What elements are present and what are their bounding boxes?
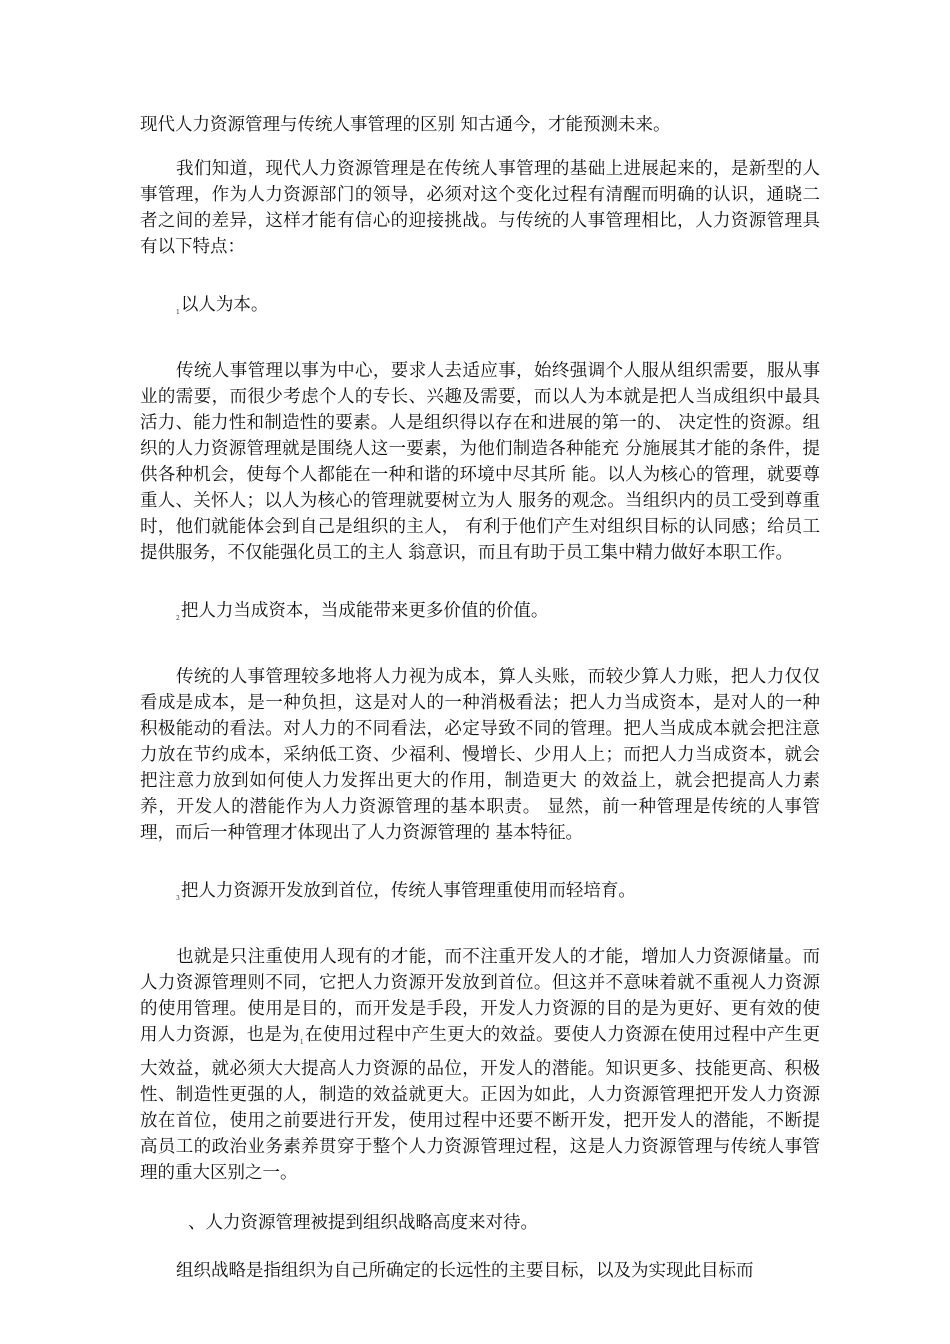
section-heading-text: 把人力当成资本，当成能带来更多价值的价值。 [180,601,549,621]
list-marker: 2 [176,615,180,622]
section-1-body: 传统人事管理以事为中心，要求人去适应事，始终强调个人服从组织需要，服从事业的需要，而很少考虑个人的专长、兴趣及需要，而以人为本就是把人当成组织中最具活力、能力性和制造性的要素。人是组织得以存在和进展的第一的、 决定性的资源。组织的人力资源管理就是围绕人这一要素，为他们制造各种能充 分施展其才能的条件，提供各种机会，使每个人都能在一种和谐的环境中尽其所 能。以人为核心的管理，就要尊重人、关怀人；以人为核心的管理就要树立为人 服务的观念。当组织内的员工受到尊重时，他们就能体会到自己是组织的主人， 有利于他们产生对组织目标的认同感；给员工提供服务，不仅能强化员工的主人 翁意识，而且有助于员工集中精力做好本职工作。 [140,361,820,563]
section-4-body: 组织战略是指组织为自己所确定的长远性的主要目标，以及为实现此目标而 [176,1261,754,1281]
section-3-body [140,944,820,1186]
section-3-body-part2: 在使用过程中产生更大的效益。要使人力资源在使用过程中产生更大效益，就必须大大提高人力资源的品位，开发人的潜能。知识更多、技能更高、积极性、制造性更强的人，制造的效益就更大。正因为如此，人力资源管理把开发人力资源放在首位，使用之前要进行开发，使用过程中还要不断开发，把开发人的潜能，不断提高员工的政治业务素养贯穿于整个人力资源管理过程，这是人力资源管理与传统人事管理的重大区别之一。 [140,1025,821,1183]
section-heading-text: 以人为本。 [180,295,269,315]
section-1-heading [140,292,820,326]
document-page [140,112,820,1284]
section-3-body-part1: 也就是只注重使用人现有的才能，而不注重开发人的才能，增加人力资源储量。而人力资源管理则不同，它把人力资源开发放到首位。但这并不意味着就不重视人力资源的使用管理。使用是目的，而开发是手段，开发人力资源的目的是为更好、更有效的使用人力资源，也是为 [140,947,820,1045]
section-4-heading: 、人力资源管理被提到组织战略高度来对待。 [188,1213,538,1233]
intro-paragraph: 我们知道，现代人力资源管理是在传统人事管理的基础上进展起来的，是新型的人事管理，作为人力资源部门的领导，必须对这个变化过程有清醒而明确的认识，通晓二者之间的差异，这样才能有信心的迎接挑战。与传统的人事管理相比，人力资源管理具有以下特点： [140,159,820,257]
section-heading-text: 把人力资源开发放到首位，传统人事管理重使用而轻培育。 [180,881,636,901]
section-2-heading [140,598,820,632]
list-marker: 3 [176,895,180,902]
list-marker: 1 [176,309,180,316]
inline-marker: 1 [299,1039,304,1046]
document-title-line: 现代人力资源管理与传统人事管理的区别 知古通今，才能预测未来。 [140,115,671,135]
section-2-body: 传统的人事管理较多地将人力视为成本，算人头账，而较少算人力账，把人力仅仅看成是成本，是一种负担，这是对人的一种消极看法；把人力当成资本，是对人的一种积极能动的看法。对人力的不同看法，必定导致不同的管理。把人当成成本就会把注意力放在节约成本，采纳低工资、少福利、慢增长、少用人上；而把人力当成资本，就会把注意力放到如何使人力发挥出更大的作用，制造更大 的效益上，就会把提高人力素养，开发人的潜能作为人力资源管理的基本职责。 显然，前一种管理是传统的人事管理，而后一种管理才体现出了人力资源管理的 基本特征。 [140,667,820,843]
section-3-heading [140,878,820,912]
